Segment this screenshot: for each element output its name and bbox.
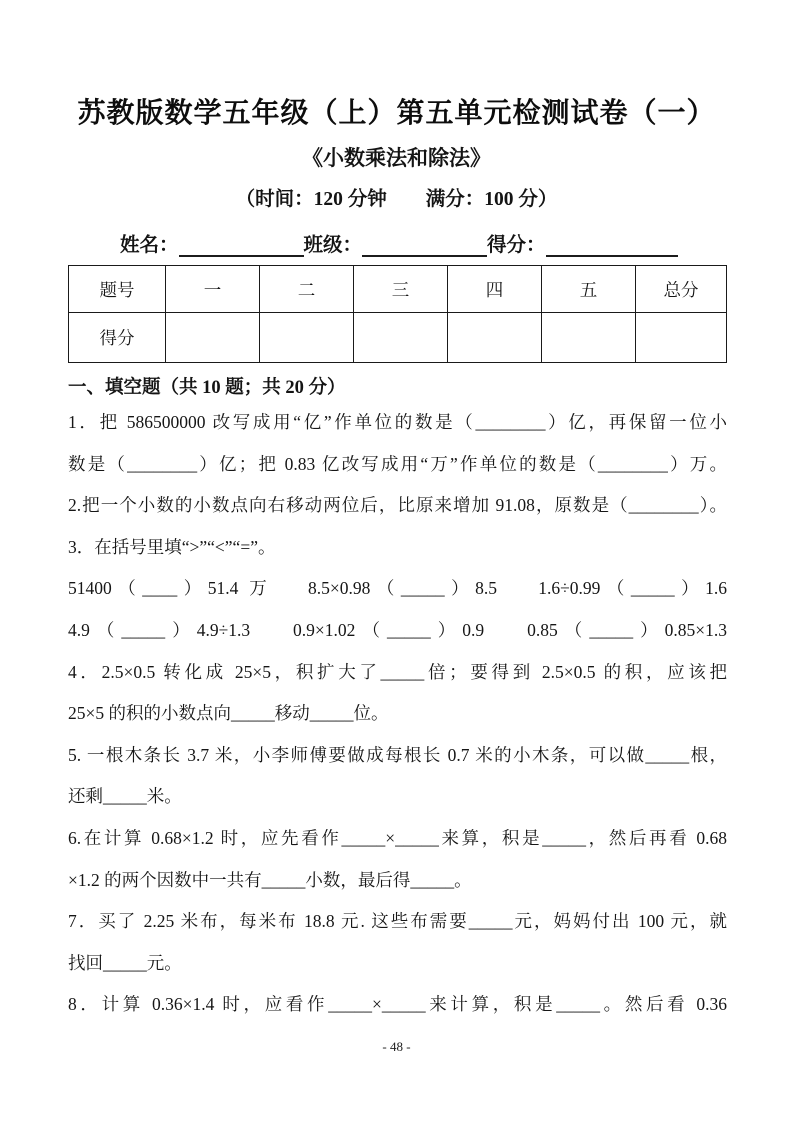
score-table-header-cell: 题号 bbox=[69, 266, 166, 313]
questions-block bbox=[68, 402, 727, 1026]
score-table-header-cell: 二 bbox=[260, 266, 354, 313]
student-info-row bbox=[120, 230, 733, 257]
score-row-label: 得分 bbox=[69, 313, 166, 363]
score-empty-cell bbox=[542, 313, 636, 363]
question-line: 1．把 586500000 改写成用“亿”作单位的数是（________）亿，再保留一位小 bbox=[68, 412, 727, 432]
question-line: 数是（________）亿；把 0.83 亿改写成用“万”作单位的数是（________）万。 bbox=[68, 453, 727, 474]
question-line: 4．2.5×0.5 转化成 25×5，积扩大了_____倍；要得到 2.5×0.5 的积，应该把 bbox=[68, 661, 727, 682]
page-subtitle: 《小数乘法和除法》 bbox=[302, 146, 491, 170]
page-number: - 48 - bbox=[382, 1038, 411, 1054]
name-blank-line bbox=[179, 234, 304, 257]
question-line: 51400（____）51.4 万 8.5×0.98（_____）8.5 1.6÷0.99（_____）1.6 bbox=[68, 578, 727, 599]
question-line: ×1.2 的两个因数中一共有_____小数，最后得_____。 bbox=[68, 869, 472, 890]
score-empty-cell bbox=[260, 313, 354, 363]
page-title: 苏教版数学五年级（上）第五单元检测试卷（一） bbox=[77, 98, 716, 129]
question-line: 4.9（_____）4.9÷1.3 0.9×1.02（_____）0.9 0.85（_____）0.85×1.3 bbox=[68, 619, 727, 640]
score-blank-line bbox=[546, 234, 678, 257]
score-empty-cell bbox=[166, 313, 260, 363]
question-line: 3．在括号里填“>”“<”“=”。 bbox=[68, 536, 276, 557]
time-score-info: （时间：120 分钟 满分：100 分） bbox=[235, 189, 558, 210]
score-table bbox=[68, 265, 727, 363]
score-table-header-cell: 五 bbox=[542, 266, 636, 313]
score-label: 得分： bbox=[487, 235, 546, 256]
score-table-header-cell: 一 bbox=[166, 266, 260, 313]
score-table-header-row bbox=[69, 266, 727, 313]
question-line: 5. 一根木条长 3.7 米，小李师傅要做成每根长 0.7 米的小木条，可以做_____根， bbox=[68, 744, 727, 765]
question-line: 找回_____元。 bbox=[68, 952, 182, 973]
score-empty-cell bbox=[448, 313, 542, 363]
question-line: 25×5 的积的小数点向_____移动_____位。 bbox=[68, 703, 389, 724]
score-table-header-cell: 总分 bbox=[636, 266, 727, 313]
question-line: 2.把一个小数的小数点向右移动两位后，比原来增加 91.08，原数是（________）。 bbox=[68, 495, 727, 516]
score-table-score-row bbox=[69, 313, 727, 363]
question-line: 还剩_____米。 bbox=[68, 786, 182, 807]
class-blank-line bbox=[362, 234, 487, 257]
score-empty-cell bbox=[354, 313, 448, 363]
score-table-header-cell: 四 bbox=[448, 266, 542, 313]
score-table-header-cell: 三 bbox=[354, 266, 448, 313]
score-empty-cell bbox=[636, 313, 727, 363]
section-heading: 一、填空题（共 10 题；共 20 分） bbox=[68, 378, 346, 398]
question-line: 7．买了 2.25 米布，每米布 18.8 元. 这些布需要_____元，妈妈付出 100 元，就 bbox=[68, 911, 727, 932]
class-label: 班级： bbox=[303, 235, 363, 256]
name-label: 姓名： bbox=[120, 235, 179, 256]
question-line: 8．计算 0.36×1.4 时，应看作_____×_____来计算，积是_____。然后看 0.36 bbox=[68, 994, 727, 1015]
question-line: 6.在计算 0.68×1.2 时，应先看作_____×_____来算，积是_____，然后再看 0.68 bbox=[68, 827, 727, 848]
